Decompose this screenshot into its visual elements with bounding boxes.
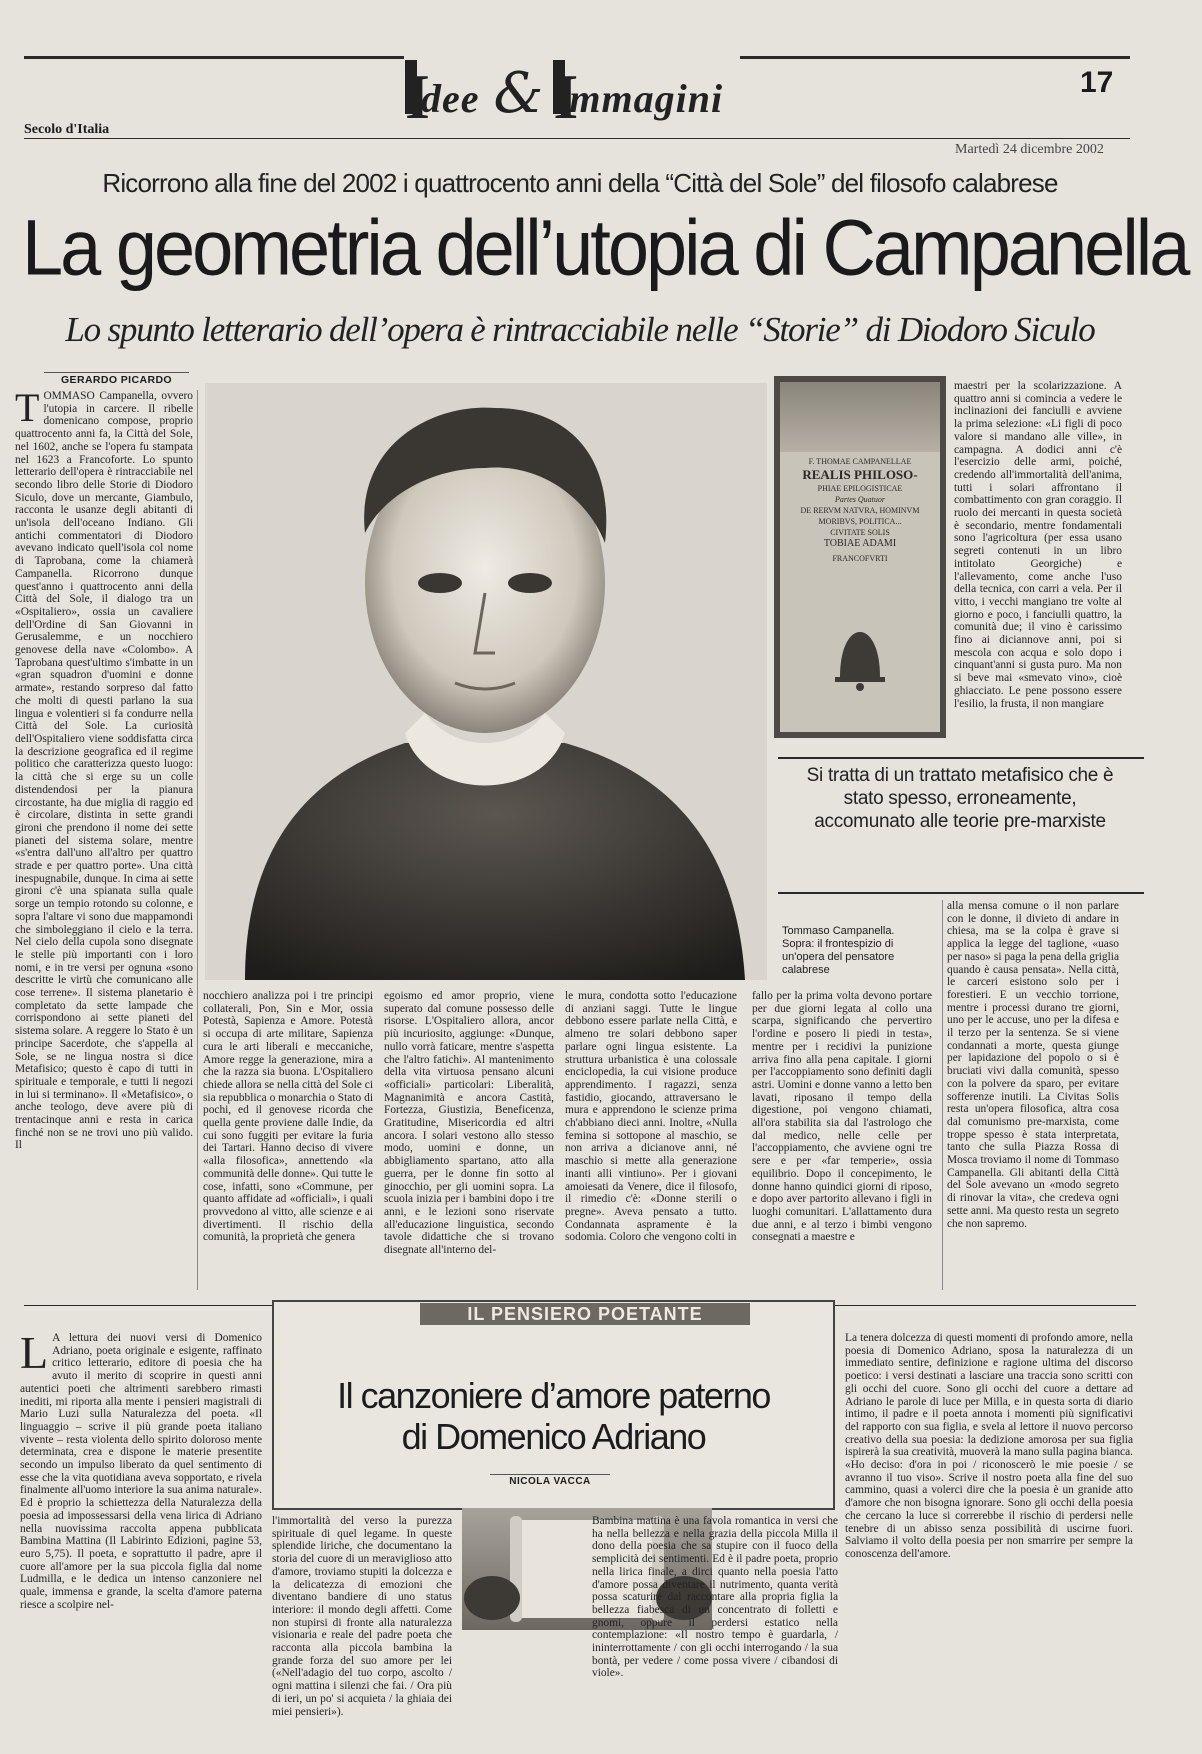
issue-date: Martedì 24 dicembre 2002 <box>955 142 1104 157</box>
byline-rule <box>44 372 189 373</box>
article2-section-label: IL PENSIERO POETANTE <box>420 1303 750 1325</box>
article2-headline-line2: di Domenico Adriano <box>401 1416 706 1457</box>
column-divider <box>197 390 198 1290</box>
article2-byline-rule <box>490 1474 610 1475</box>
masthead-rule-bottom <box>24 138 1130 139</box>
article-column-3 <box>384 990 554 1290</box>
frontispiece-line: PHIAE EPILOGISTICAE <box>817 484 903 493</box>
article2-column-3-text: Bambina mattina è una favola romantica in versi che ha nella bellezza e nella grazia della piccola Milla il dono della poesia che sa stupire con il fuoco della semplicità dei sentimenti. Ed è il padre poeta, proprio nella lirica finale, a dirci quanto nella poesia l'atto d'amore possa diventare il nutrimento, quanta verità possa scaturire dal raccontare alla propria figlia la bellezza fiabesca di un concentrato di folletti e gnomi, oppure il perdersi estatico nella contemplazione: «Il nostro tempo è guardarla, / ininterrottamente / con gli occhi interrogando / la sua bontà, per vedere / come possa vivere / cibandosi di viole». <box>592 1515 838 1680</box>
article-subheadline: Lo spunto letterario dell’opera è rintracciabile nelle “Storie” di Diodoro Siculo <box>65 310 1095 349</box>
article-column-1 <box>15 385 193 1290</box>
article-byline: GERARDO PICARDO <box>60 374 172 386</box>
paper-name: Secolo d'Italia <box>24 122 110 137</box>
article2-byline: NICOLA VACCA <box>509 1476 591 1487</box>
article-column-6-bottom <box>947 900 1119 1292</box>
article-column-2 <box>203 990 373 1290</box>
article-headline: La geometria dell’utopia di Campanella <box>22 203 1188 292</box>
pullquote-rule-bottom <box>778 892 1144 894</box>
pull-quote: Si tratta di un trattato metafisico che è stato spesso, erroneamente, accomunato alle teorie pre-marxiste <box>806 765 1114 832</box>
column-2-text: nocchiero analizza poi i tre principi collaterali, Pon, Sin e Mor, ossia Potestà, Sapienza e Amore. Potestà si occupa di arte militare, Sapienza cura le arti liberali e meccaniche, Amore regge la generazione, mira a che la razza sia buona. L'Ospitaliero chiede allora se nella città del Sole ci sia repubblica o monarchia o Stato di pochi, ed il genovese ricorda che quella gente proviene dalle Indie, da cui sono fuggiti per evitare la furia dei Tartari. Hanno deciso di vivere «alla filosofica», annettendo «la communità delle donne». Qui tutte le cose, infatti, sono «Commune, per quanto affidate ad «officiali», i quali provvedono al vitto, alle scienze e ai divertimenti. Il rischio della comunità, la proprietà che genera <box>203 990 373 1244</box>
section-ampersand: & <box>493 61 544 126</box>
frontispiece-line: REALIS PHILOSO- <box>802 467 918 482</box>
frontispiece-line: F. THOMAE CAMPANELLAE <box>808 457 912 466</box>
column-divider <box>942 900 943 1290</box>
masthead-rule-left <box>24 56 404 59</box>
photo-caption: Tommaso Campanella. Sopra: il frontespizio di un'opera del pensatore calabrese <box>782 925 895 976</box>
frontispiece-line: FRANCOFVRTI <box>832 554 888 563</box>
column-4-text: le mura, condotta sotto l'educazione di anziani saggi. Tutte le lingue debbono essere parlate nella Città, e almeno tre solari debbono saper parlare ogni lingua esistente. La struttura urbanistica è una colossale enciclopedia, la cui visione produce apprendimento. I ragazzi, senza fastidio, giocando, attraversano le mura e apprendono le scienze prima ch'abbiano dieci anni. Inoltre, «Nulla femina si sottopone al maschio, se non arriva a dicianove anni, né maschio si mette alla generazione inanti alli vintiuno». Per i giovani amoiesati da Venere, dice il filosofo, il rimedio c'è: «Donne sterili o pregne». Aveva pensato a tutto. Condannata aspramente è la sodomia. Coloro che vengono colti in <box>565 990 737 1244</box>
pullquote-rule-top <box>778 757 1144 759</box>
section-initial-i: I <box>405 61 430 132</box>
article2-column-4 <box>845 1332 1133 1747</box>
article2-column-3 <box>592 1515 838 1747</box>
article-column-6-top <box>954 380 1122 742</box>
column-1-text: OMMASO Campanella, ovvero l'utopia in carcere. Il ribelle domenicano compose, proprio quattrocento anni fa, la Città del Sole, nel 1602, anche se l'opera fu stampata nel 1623 a Francoforte. Lo spunto letterario dell'opera è rintracciabile nel secondo libro delle Storie di Diodoro Siculo, dove un mercante, Giambulo, racconta le usanze degli abitanti di un'isola dell'oceano Indiano. Gli antichi commentatori di Diodoro avevano indicato quell'isola col nome di Taprobana, come la chiamerà Campanella. Ricorrono dunque quest'anno i quattrocento anni della Città del Sole, il dialogo tra un «Ospitaliero», ossia un cavaliere dell'Ordine di San Giovanni in Gerusalemme, e un nocchiero genovese della nave «Colombo». A Taprobana quest'ultimo s'imbatte in un «gran squadron d'uomini e donne armate», restando sorpreso dal fatto che molti di questi parlano la sua lingua e volentieri si fa condurre nella Città del Sole. La curiosità dell'Ospitaliero viene soddisfatta circa la descrizione geografica ed il regime politico che caratterizza questo luogo: la città che si erge su un colle distendendosi per la pianura circostante, ha due miglia di raggio ed è circolare, distinta in sette grandi gironi che prendono il nome dei sette pianeti del sistema solare, mentre «s'entra dall'uno all'altro per quattro strade e per quattro porte». Una città inespugnabile, dunque. In cima ai sette gironi c'è una spianata sulla quale sorge un tempio rotondo su colonne, e sopra l'altare vi sono due mappamondi che simboleggiano il cielo e la terra. Nel cielo della cupola sono disegnate le stelle più importanti con i loro nomi, e in tre versi per ognuna «sono descritte le virtù che comunicano alle cose terrene». Il sistema planetario è completato da sette lampade che corrispondono ai sette pianeti del sistema solare. A reggere lo Stato è un principe Sacerdote, che s'appella al Sole, se ne lingua nostra si dice Metafisico; questo è capo di tutti in spirituale e temporale, e tutti li negozi in lui si terminano». Il «Metafisico», o anche teologo, deve avere più di trentacinque anni e resta in carica finché non se ne trovi uno più valido. Il <box>15 390 193 1152</box>
campanella-portrait-photo <box>205 383 767 980</box>
section-word-idee: dee <box>421 76 480 121</box>
article2-column-2-text: l'immortalità del verso la purezza spirituale di quel legame. In queste splendide liriche, che documentano la storia del cuore di un meraviglioso atto d'amore, troviamo stupiti la dolcezza e la delicatezza di emozioni che diventano bandiere di uno status interiore: il mondo degli affetti. Come non stupirsi di fronte alla naturalezza visionaria e reale del padre poeta che racconta alla piccola bambina la grande forza del suo amore per lei («Nell'adagio del tuo corpo, ascolto / ogni mattina i silenzi che fai. / Ora più di ieri, un po' si acquieta / la ghiaia dei miei pensieri»). <box>272 1515 452 1718</box>
page-number: 17 <box>1080 66 1114 99</box>
article2-column-1 <box>20 1327 262 1747</box>
frontispiece-line: CIVITATE SOLIS <box>830 528 890 537</box>
article2-column-1-text: A lettura dei nuovi versi di Domenico Adriano, poeta originale e esigente, raffinato critico letterario, editore di poesia che ha avuto il merito di scoprire in questi anni autentici poeti che altrimenti sarebbero rimasti inediti, mi riporta alla mente i pensieri magistrali di Mario Luzi sulla Naturalezza del poeta. «Il linguaggio – scrive il più grande poeta italiano vivente – resta violenta dello spirito doloroso mente determinata, crea e dispone le materie presentite secondo un impulso liberato da quel sentimento di esse che la vita quotidiana aveva sopportato, e rivela finalmente all'uomo interiore la sua anima naturale». Ed è proprio la schiettezza della Naturalezza della poesia ad impossessarsi della vena lirica di Adriano nella nuovissima raccolta appena pubblicata Bambina Mattina (Il Labirinto Edizioni, pagine 53, euro 5,75). Il poeta, e soprattutto il padre, apre il cuore all'amore per la sua piccola figlia dal nome Ludmilla, e le dedica un intenso canzoniere nel quale, immensa e grande, la scelta d'amore paterna riesce a scolpire nel- <box>20 1332 262 1611</box>
frontispiece-line: DE RERVM NATVRA, HOMINVM <box>800 506 920 515</box>
article2-column-2 <box>272 1515 452 1747</box>
section-word-immagini: mmagini <box>569 76 724 121</box>
bell-emblem <box>830 622 890 692</box>
frontispiece-line: TOBIAE ADAMI <box>823 538 897 549</box>
article-column-5 <box>752 990 932 1290</box>
article2-column-4-text: La tenera dolcezza di questi momenti di profondo amore, nella poesia di Domenico Adriano, sposa la naturalezza di un immediato sentire, definizione e ragione ultima del discorso poetico: i versi destinati a lasciare una traccia sono scritti con gli occhi del cuore. Sono gli occhi del cuore a dettare ad Adriano le parole di luce per Milla, e in questa sorta di diario intimo, il padre e il poeta annota i momenti più significativi del rapporto con sua figlia, e svela al lettore il nuovo percorso creativo della sua poesia: la dedizione amorosa per sua figlia ispirerà la sua creatività, muoverà la mano sulla pagina bianca. «Ho deciso: d'ora in poi / riconoscerò le mie poesie / se avranno il tuo viso». Scrive il nostro poeta alla fine del suo cammino, quasi a volerci dire che la poesia è un granide atto d'amore che non bisogna ignorare. Sono gli occhi della poesia che cercano la luce si correrebbe il rischio di perdersi nelle tenebre di un abisso senza possibilità di uscirne fuori. Salviamo il volto della poesia per non smarrire per sempre la conoscenza dell'amore. <box>845 1332 1133 1560</box>
article-kicker: Ricorrono alla fine del 2002 i quattrocento anni della “Città del Sole” del filosofo calabrese <box>102 168 1058 198</box>
article-column-4 <box>565 990 737 1290</box>
dropcap-l: L <box>20 1327 49 1378</box>
column-6-bottom-text: alla mensa comune o il non parlare con le donne, il divieto di andare in chiesa, ma se la colpa è grave si applica la legge del taglione, «uaso per naso» si paga la pena della griglia quando è causa pensata». Nella città, le carceri esistono solo per i forestieri. E un vecchio torrione, mentre i processi durano tre giorni, uno per le accuse, uno per la difesa e il terzo per la sentenza. Se si viene condannati a morte, questa giunge per lapidazione del popolo o si è bruciati vivi dalla comunità, spesso con la polvere da sparo, per evitare sofferenze inutili. La Civitas Solis resta un'opera filosofica, altra cosa dal comunismo pre-marxista, come troppe spesso è stata interpretata, tanto che sulla Piazza Rossa di Mosca troviamo il nome di Tommaso Campanella. Gli abitanti della Città del Sole avevano un «modo segreto di rinovar la vita», che credeva ogni sette anni. Ma questo resta un segreto che non sapremo. <box>947 900 1119 1230</box>
column-5-text: fallo per la prima volta devono portare per due giorni legata al collo una scarpa, significando che pervertiro l'ordine e posero li piedi in testa», mentre per i recidivi la punizione arriva fino alla pena capitale. I giorni per l'accoppiamento sono definiti dagli astri. Uomini e donne vanno a letto ben lavati, riposano il tempo della digestione, poi vengono chiamati, all'ora stabilita sia dal l'astrologo che dal medico, nelle celle per l'accoppiamento, che avviene ogni tre sere e per «far temperie», ossia equilibrio. Dopo il concepimento, le donne hanno quindici giorni di riposo, e dopo aver partorito allevano i figli in luoghi comunitari. L'allattamento dura due anni, e al terzo i bimbi vengono consegnati a maestre e <box>752 990 932 1244</box>
article2-headline-line1: Il canzoniere d’amore paterno <box>337 1375 770 1416</box>
column-3-text: egoismo ed amor proprio, viene superato dal comune possesso delle risorse. L'Ospitaliero allora, ancor più incuriosito, aggiunge: «Dunque, nullo vorrà faticare, mentre s'aspetta che l'altro fatichi». Al mantenimento della vita virtuosa pensano alcuni «officiali» particolari: Liberalità, Magnanimità e ancora Castità, Fortezza, Giustizia, Beneficenza, Gratitudine, Misericordia ed altri ancora. I solari vestono allo stesso modo, uomini e donne, un abbigliamento spartano, atto alla guerra, per le donne fin sotto al ginocchio, per gli uomini sopra. La scuola inizia per i bambini dopo i tre anni, e le lezioni sono riservate all'educazione linguistica, secondo tavole didattiche che si trovano disegnate all'interno del- <box>384 990 554 1257</box>
masthead-rule-right <box>740 56 1130 59</box>
frontispiece-image <box>774 376 946 738</box>
portrait-illustration <box>205 383 767 980</box>
section-initial-i2: I <box>553 61 579 132</box>
frontispiece-line: Partes Quatuor <box>835 495 885 504</box>
column-6-top-text: maestri per la scolarizzazione. A quattro anni si comincia a vedere le inclinazioni dei fanciulli e avviene la prima selezione: «Li figli di poco valore si mandano alle ville», in campagna. A dodici anni c'è l'esercizio delle armi, poiché, credendo all'immortalità dell'anima, tutti i solari affrontano il combattimento con gran coraggio. Il ruolo dei mercanti in questa società è secondario, mentre fondamentali sono l'agricoltura (per essa usano segreti contenuti in un libro intitolato Georgiche) e l'allevamento, come anche l'uso della tecnica, con carri a vela. Per il vitto, i vecchi mangiano tre volte al giorno e poco, i fanciulli quattro, la comunità due; il vino è carissimo fino ai diciannove anni, poi si mescola con acqua e solo dopo i cinquant'anni si gusta puro. Ma non si beve mai «smevato vino», cioè ghiacciato. Le pene possono essere l'esilio, la frusta, il non mangiare <box>954 380 1122 710</box>
dropcap-t: T <box>15 385 40 430</box>
frontispiece-line: MORIBVS, POLITICA... <box>818 517 902 526</box>
section-title <box>405 60 775 132</box>
